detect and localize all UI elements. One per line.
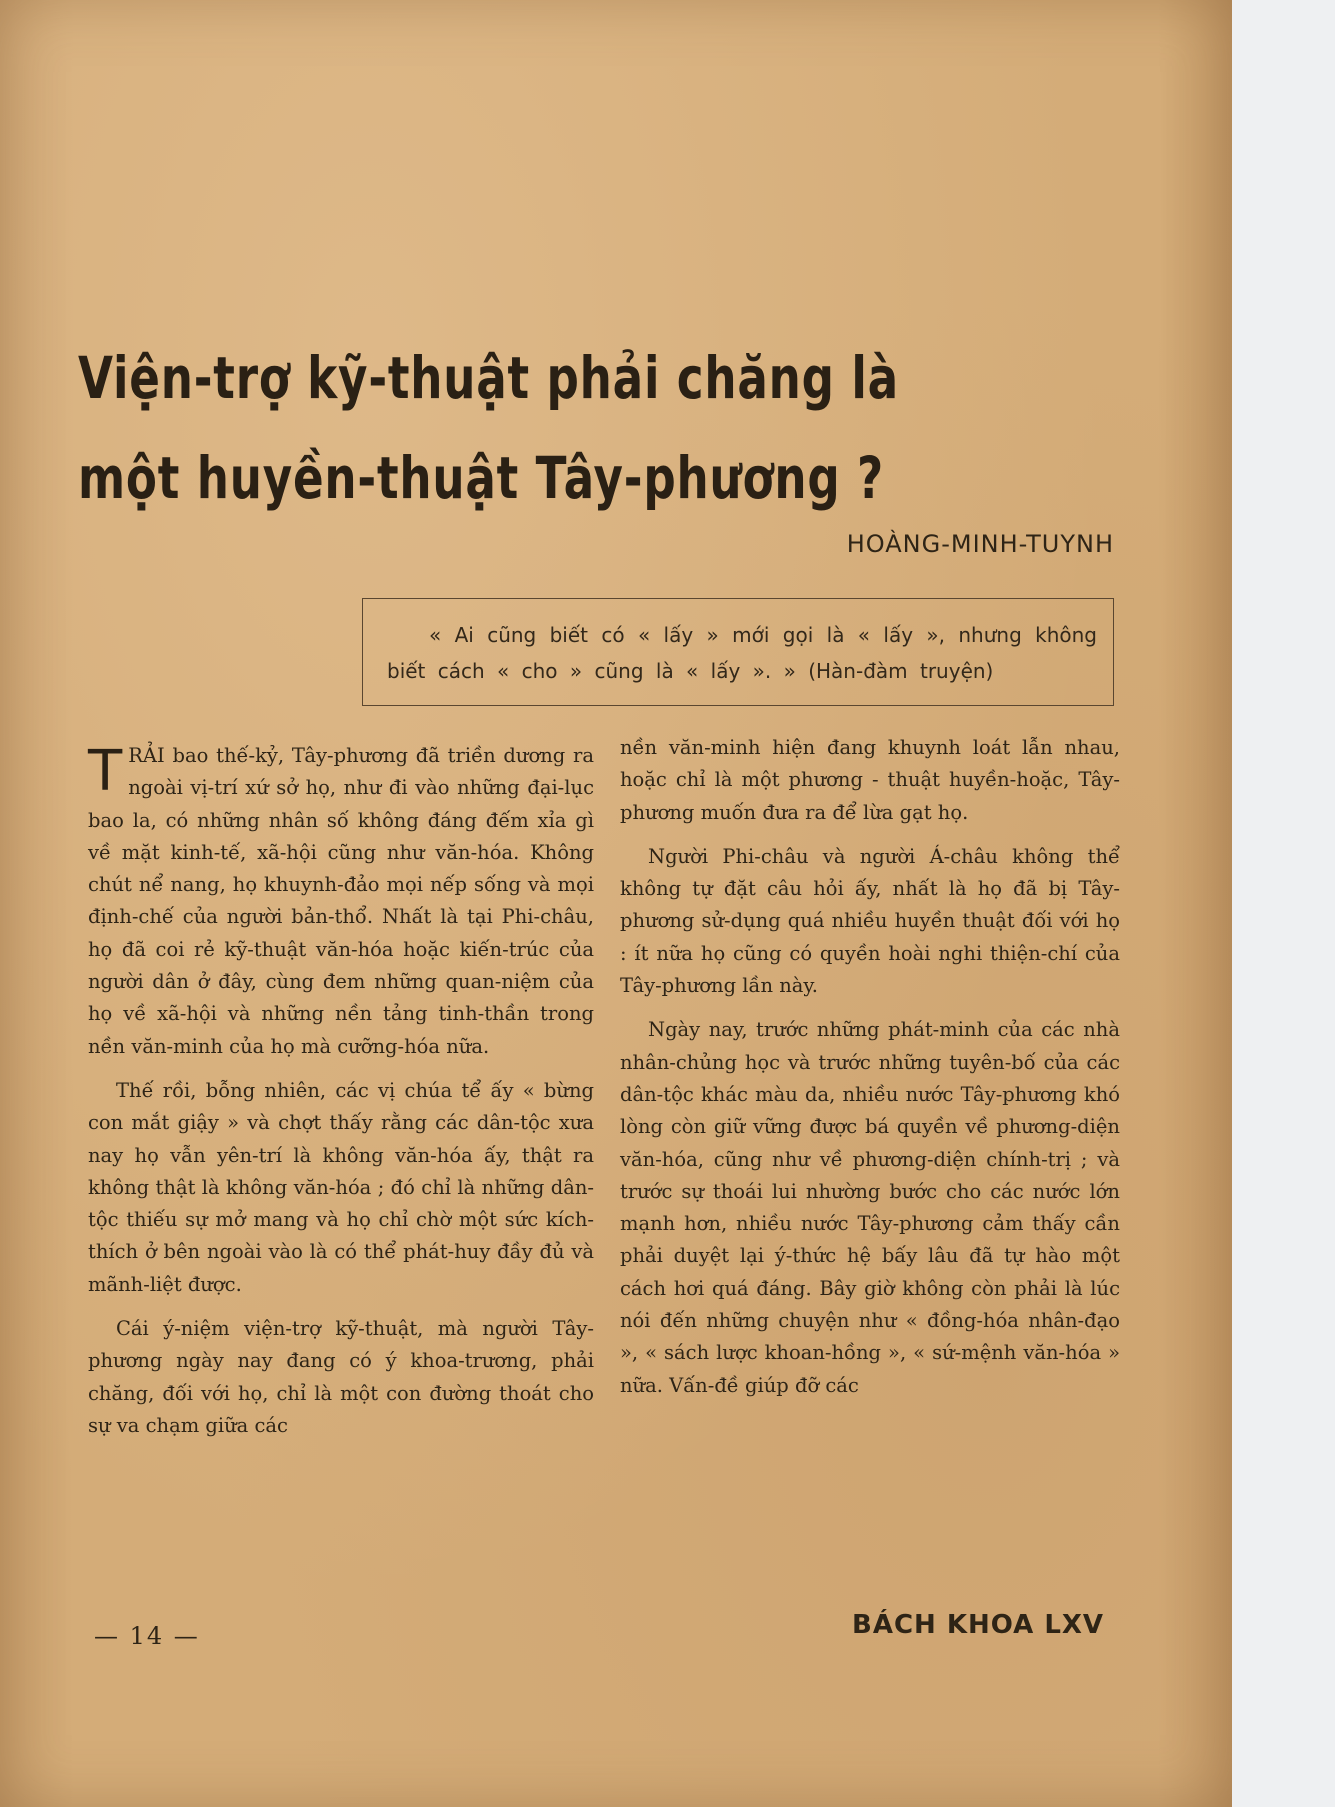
journal-name: BÁCH KHOA LXV — [852, 1610, 1105, 1640]
body-paragraph: nền văn-minh hiện đang khuynh loát lẫn nhau, hoặc chỉ là một phương - thuật huyền-hoặc, Tây-phương muốn đưa ra để lừa gạt họ. — [620, 736, 1120, 824]
paragraph-text: RẢI bao thế-kỷ, Tây-phương đã triền dương ra ngoài vị-trí xứ sở họ, như đi vào những đại-lục bao la, có những nhân số không đáng đếm xỉa gì về mặt kinh-tế, xã-hội cũng như văn-hóa. Không chút nể nang, họ khuynh-đảo mọi nếp sống và mọi định-chế của người bản-thổ. Nhất là tại Phi-châu, họ đã coi rẻ kỹ-thuật văn-hóa hoặc kiến-trúc của người dân ở đây, cùng đem những quan-niệm của họ về xã-hội và những nền tảng tinh-thần trong nền văn-minh của họ mà cưỡng-hóa nữa. — [88, 744, 594, 1058]
page-number: — 14 — — [94, 1622, 200, 1650]
author-byline: HOÀNG-MINH-TUYNH — [846, 530, 1114, 558]
left-column — [88, 740, 594, 1454]
title-line-2: một huyền-thuật Tây-phương ? — [78, 444, 885, 512]
epigraph-box — [362, 598, 1114, 706]
article-title — [78, 328, 899, 528]
epigraph-text: « Ai cũng biết có « lấy » mới gọi là « lấy », nhưng không biết cách « cho » cũng là « lấy ». » (Hàn-đàm truyện) — [387, 623, 1097, 683]
body-paragraph: Ngày nay, trước những phát-minh của các nhà nhân-chủng học và trước những tuyên-bố của các dân-tộc khác màu da, nhiều nước Tây-phương khó lòng còn giữ vững được bá quyền về phương-diện văn-hóa, cũng như về phương-diện chính-trị ; và trước sự thoái lui nhường bước cho các nước lớn mạnh hơn, nhiều nước Tây-phương cảm thấy cần phải duyệt lại ý-thức hệ bấy lâu đã tự hào một cách hơi quá đáng. Bây giờ không còn phải là lúc nói đến những chuyện như « đồng-hóa nhân-đạo », « sách lược khoan-hồng », « sứ-mệnh văn-hóa » nữa. Vấn-đề giúp đỡ các — [620, 1018, 1120, 1397]
drop-cap: T — [88, 739, 123, 804]
body-paragraph: Người Phi-châu và người Á-châu không thể không tự đặt câu hỏi ấy, nhất là họ đã bị Tây-phương sử-dụng quá nhiều huyền thuật đối với họ : ít nữa họ cũng có quyền hoài nghi thiện-chí của Tây-phương lần này. — [620, 844, 1120, 998]
body-paragraph: Thế rồi, bỗng nhiên, các vị chúa tể ấy « bừng con mắt giậy » và chợt thấy rằng các dân-tộc xưa nay họ vẫn yên-trí là không văn-hóa ấy, thật ra không thật là không văn-hóa ; đó chỉ là những dân-tộc thiếu sự mở mang và họ chỉ chờ một sức kích-thích ở bên ngoài vào là có thể phát-huy đầy đủ và mãnh-liệt được. — [88, 1078, 594, 1296]
right-column — [620, 732, 1120, 1414]
title-line-1: Viện-trợ kỹ-thuật phải chăng là — [78, 344, 899, 412]
body-paragraph — [88, 740, 594, 1063]
body-paragraph: Cái ý-niệm viện-trợ kỹ-thuật, mà người Tây-phương ngày nay đang có ý khoa-trương, phải chăng, đối với họ, chỉ là một con đường thoát cho sự va chạm giữa các — [88, 1317, 594, 1437]
